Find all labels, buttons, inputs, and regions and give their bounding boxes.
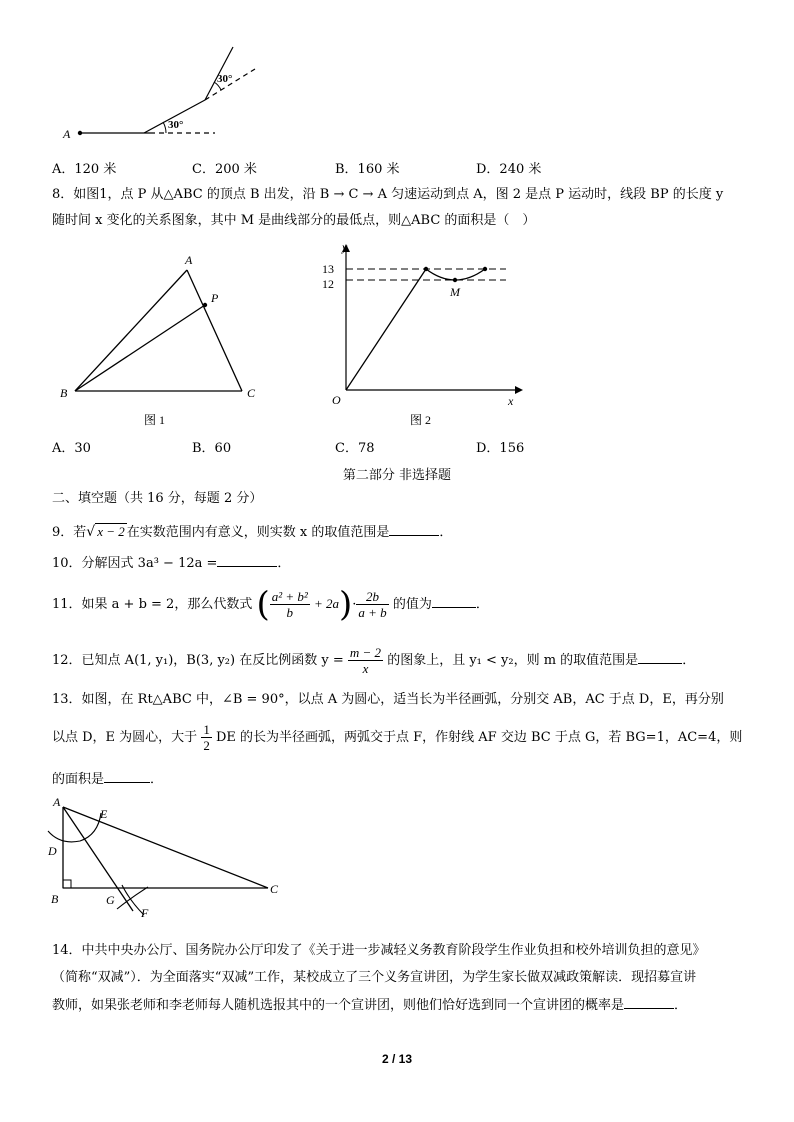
q11-answer-blank[interactable]	[432, 595, 476, 608]
q13-line3: 的面积是 ．	[52, 772, 164, 787]
q8-option-a: A．30	[52, 441, 91, 456]
q8-fig1-caption: 图 1	[144, 413, 166, 427]
q8-option-d: D．156	[476, 441, 525, 456]
q13-fig-b: B	[51, 892, 59, 906]
q9-answer-blank[interactable]	[389, 523, 439, 536]
q8-option-b: B．60	[192, 441, 232, 456]
q12-answer-blank[interactable]	[638, 651, 682, 664]
q12: 12．已知点 A(1, y₁)，B(3, y₂) 在反比例函数 y = $\frac{m - 2}{x}$ 的图象上，且 y₁ < y₂，则 m 的取值范围是 ．	[52, 645, 696, 676]
q8-fig2-caption: 图 2	[410, 413, 432, 427]
q7-figure	[55, 40, 265, 145]
q14-line2: （简称“双减”）．为全面落实“双减”工作，某校成立了三个义务宣讲团，为学生家长做双减政策解读．现招募宣讲	[52, 970, 697, 985]
q13-fig-d: D	[48, 844, 57, 858]
q8-fig2-tick-12: 12	[322, 277, 334, 291]
q8-option-c: C．78	[335, 441, 375, 456]
q10-answer-blank[interactable]	[217, 554, 277, 567]
q9-pre: 9．若	[52, 525, 87, 540]
q8-fig2-m: M	[450, 285, 460, 299]
q7-label-a: A	[63, 127, 71, 141]
q8-fig2-tick-13: 13	[322, 262, 334, 276]
q9-post: 在实数范围内有意义，则实数 x 的取值范围是	[126, 525, 390, 540]
q14-line1: 14．中共中央办公厅、国务院办公厅印发了《关于进一步减轻义务教育阶段学生作业负担和校外培训负担的意见》	[52, 943, 706, 958]
q9: 9．若√ x − 2 在实数范围内有意义，则实数 x 的取值范围是 ．	[52, 524, 453, 540]
q14-answer-blank[interactable]	[624, 996, 674, 1009]
q8-figure1	[55, 250, 270, 430]
q12-pre: 12．已知点 A(1, y₁)，B(3, y₂) 在反比例函数 y =	[52, 653, 344, 668]
q13-half-fraction: $\frac{1}{2}$	[203, 722, 210, 753]
q13-fig-c: C	[270, 882, 279, 896]
q12-post: 的图象上，且 y₁ < y₂，则 m 的取值范围是	[387, 653, 639, 668]
q8-fig2-x-axis: x	[508, 394, 514, 408]
q8-fig2-y-axis: y	[342, 240, 348, 254]
q7-angle-lower: 30°	[168, 119, 184, 131]
q8-figure2	[310, 238, 535, 433]
q13-answer-blank[interactable]	[104, 770, 150, 783]
q14-line3: 教师，如果张老师和李老师每人随机选报其中的一个宣讲团，则他们恰好选到同一个宣讲团的概率是 ．	[52, 998, 688, 1013]
q13-figure	[40, 793, 290, 928]
q10-pre: 10．分解因式 3a³ − 12a =	[52, 556, 218, 571]
q7-option-c: C．200 米	[192, 162, 257, 177]
q13-fig-f: F	[141, 906, 149, 920]
q12-fraction: $\frac{m - 2}{x}$	[349, 645, 382, 676]
q8-fig2-origin: O	[332, 393, 341, 407]
q8-fig1-p: P	[211, 291, 219, 305]
q11-pre: 11．如果 a + b = 2，那么代数式	[52, 597, 253, 612]
q8-fig1-b: B	[60, 386, 68, 400]
q11-fraction1: $\frac{\text{a² + b²}}{b}$	[271, 589, 308, 620]
page-number: 2 / 13	[381, 1052, 413, 1066]
q8-fig1-a: A	[185, 253, 193, 267]
q13-fig-g: G	[106, 893, 115, 907]
part2-title: 第二部分 非选择题	[342, 468, 452, 483]
q9-radicand: x − 2	[97, 524, 125, 539]
section2-title: 二、填空题（共 16 分，每题 2 分）	[52, 491, 263, 506]
q7-option-b: B．160 米	[335, 162, 400, 177]
q8-text-line2: 随时间 x 变化的关系图象，其中 M 是曲线部分的最低点，则△ABC 的面积是（ ）	[52, 213, 536, 228]
q11: 11．如果 a + b = 2，那么代数式 ( $\frac{\text{a² + b²}}{b}$ + 2a)· $\frac{2b}{a + b}$ 的值为 ．	[52, 584, 489, 625]
q13-line2: 以点 D，E 为圆心，大于 $\frac{1}{2}$ DE 的长为半径画弧，两弧交于点 F，作射线 AF 交边 BC 于点 G，若 BG=1，AC=4，则	[52, 722, 743, 753]
q7-option-a: A．120 米	[52, 162, 117, 177]
q8-text-line1: 8．如图1，点 P 从△ABC 的顶点 B 出发，沿 B → C → A 匀速运动到点 A，图 2 是点 P 运动时，线段 BP 的长度 y	[52, 187, 724, 202]
q8-fig1-c: C	[247, 386, 256, 400]
q13-fig-a: A	[53, 795, 61, 809]
q11-fraction2: $\frac{2b}{a + b}$	[358, 589, 387, 620]
q7-option-d: D．240 米	[476, 162, 542, 177]
q13-fig-e: E	[100, 807, 108, 821]
q7-angle-upper: 30°	[217, 73, 233, 85]
q13-line1: 13．如图，在 Rt△ABC 中，∠B = 90°，以点 A 为圆心，适当长为半径画弧，分别交 AB，AC 于点 D，E，再分别	[52, 692, 724, 707]
q10: 10．分解因式 3a³ − 12a = ．	[52, 556, 291, 571]
q11-post: 的值为	[392, 597, 432, 612]
